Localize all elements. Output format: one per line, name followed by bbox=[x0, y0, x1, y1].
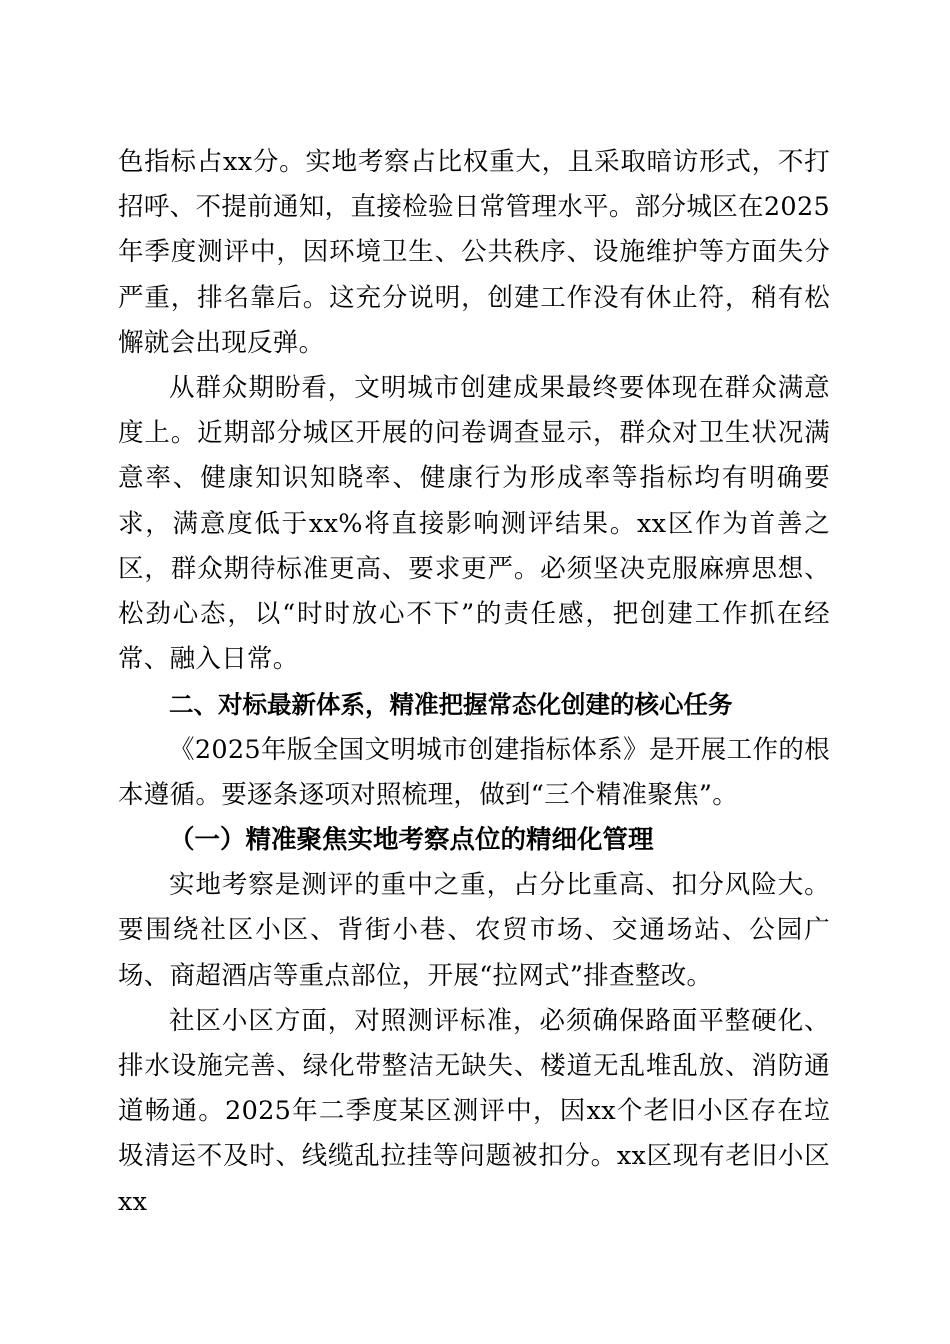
section-heading-2: 二、对标最新体系，精准把握常态化创建的核心任务 bbox=[169, 690, 733, 720]
paragraph-public-expectation: 从群众期盼看，文明城市创建成果最终要体现在群众满意度上。近期部分城区开展的问卷调查显示，群众对卫生状况满意率、健康知识知晓率、健康行为形成率等指标均有明确要求，满意度低于xx%将直接影响测评结果。xx区作为首善之区，群众期待标准更高、要求更严。必须坚决克服麻痹思想、松劲心态，以“时时放心不下”的责任感，把创建工作抓在经常、融入日常。 bbox=[118, 373, 830, 675]
subsection-heading-1: （一）精准聚焦实地考察点位的精细化管理 bbox=[169, 825, 654, 856]
paragraph-continuation: 色指标占xx分。实地考察占比权重大，且采取暗访形式，不打招呼、不提前通知，直接检验日常管理水平。部分城区在2025年季度测评中，因环境卫生、公共秩序、设施维护等方面失分严重，排名靠后。这充分说明，创建工作没有休止符，稍有松懈就会出现反弹。 bbox=[118, 147, 830, 358]
document-page bbox=[118, 140, 830, 1225]
paragraph-community: 社区小区方面，对照测评标准，必须确保路面平整硬化、排水设施完善、绿化带整洁无缺失、楼道无乱堆乱放、消防通道畅通。2025年二季度某区测评中，因xx个老旧小区存在垃圾清运不及时、线缆乱拉挂等问题被扣分。xx区现有老旧小区xx bbox=[118, 1005, 830, 1217]
paragraph-index-system: 《2025年版全国文明城市创建指标体系》是开展工作的根本遵循。要逐条逐项对照梳理，做到“三个精准聚焦”。 bbox=[118, 734, 830, 810]
paragraph-field-inspection: 实地考察是测评的重中之重，占分比重高、扣分风险大。要围绕社区小区、背街小巷、农贸市场、交通场站、公园广场、商超酒店等重点部位，开展“拉网式”排查整改。 bbox=[118, 870, 830, 991]
